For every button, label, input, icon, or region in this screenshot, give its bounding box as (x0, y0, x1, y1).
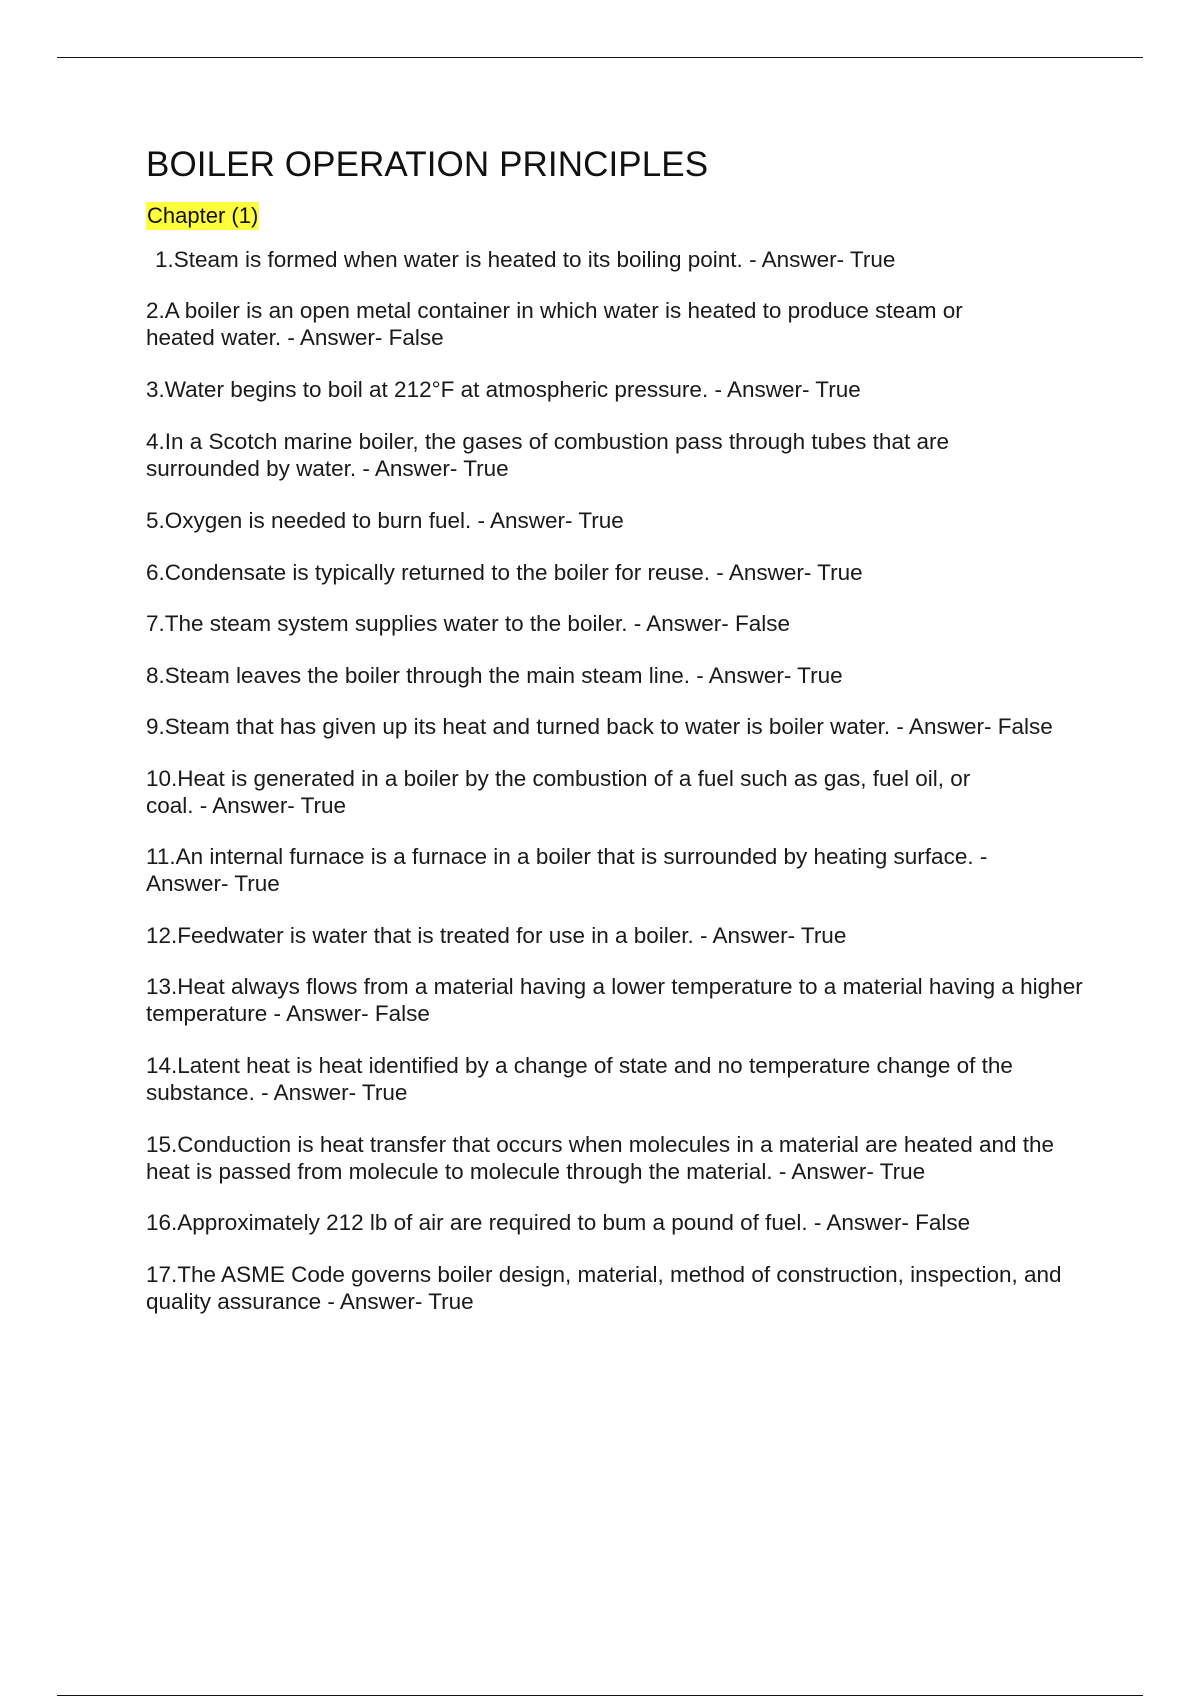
question-item: 12.Feedwater is water that is treated for use in a boiler. - Answer- True (146, 923, 847, 948)
question-item: 11.An internal furnace is a furnace in a boiler that is surrounded by heating surface. - Answer- True (146, 844, 988, 896)
question-item: 4.In a Scotch marine boiler, the gases of combustion pass through tubes that are surrounded by water. - Answer- True (146, 429, 949, 481)
question-item: 8.Steam leaves the boiler through the main steam line. - Answer- True (146, 663, 843, 688)
question-list (146, 246, 1086, 1315)
question-item: 5.Oxygen is needed to burn fuel. - Answer- True (146, 508, 624, 533)
question-item: 10.Heat is generated in a boiler by the combustion of a fuel such as gas, fuel oil, or coal. - Answer- True (146, 766, 971, 818)
bottom-rule (57, 1695, 1143, 1696)
document-title: BOILER OPERATION PRINCIPLES (146, 145, 709, 184)
question-item: 7.The steam system supplies water to the boiler. - Answer- False (146, 611, 791, 636)
question-item: 13.Heat always flows from a material having a lower temperature to a material having a higher temperature - Answer- False (146, 974, 1083, 1026)
question-item: 16.Approximately 212 lb of air are required to bum a pound of fuel. - Answer- False (146, 1210, 971, 1235)
question-item: 3.Water begins to boil at 212°F at atmospheric pressure. - Answer- True (146, 377, 861, 402)
question-item: 1.Steam is formed when water is heated to its boiling point. - Answer- True (155, 247, 896, 272)
question-item: 9.Steam that has given up its heat and turned back to water is boiler water. - Answer- False (146, 714, 1053, 739)
question-item: 14.Latent heat is heat identified by a change of state and no temperature change of the substance. - Answer- True (146, 1053, 1013, 1105)
chapter-heading: Chapter (1) (147, 203, 259, 228)
question-item: 15.Conduction is heat transfer that occurs when molecules in a material are heated and the heat is passed from molecule to molecule through the material. - Answer- True (146, 1132, 1055, 1184)
top-rule (57, 57, 1143, 58)
question-item: 6.Condensate is typically returned to the boiler for reuse. - Answer- True (146, 560, 863, 585)
question-item: 2.A boiler is an open metal container in which water is heated to produce steam or heated water. - Answer- False (146, 298, 963, 350)
page-content (146, 142, 1086, 1315)
question-item: 17.The ASME Code governs boiler design, material, method of construction, inspection, and quality assurance - Answer- True (146, 1262, 1062, 1314)
